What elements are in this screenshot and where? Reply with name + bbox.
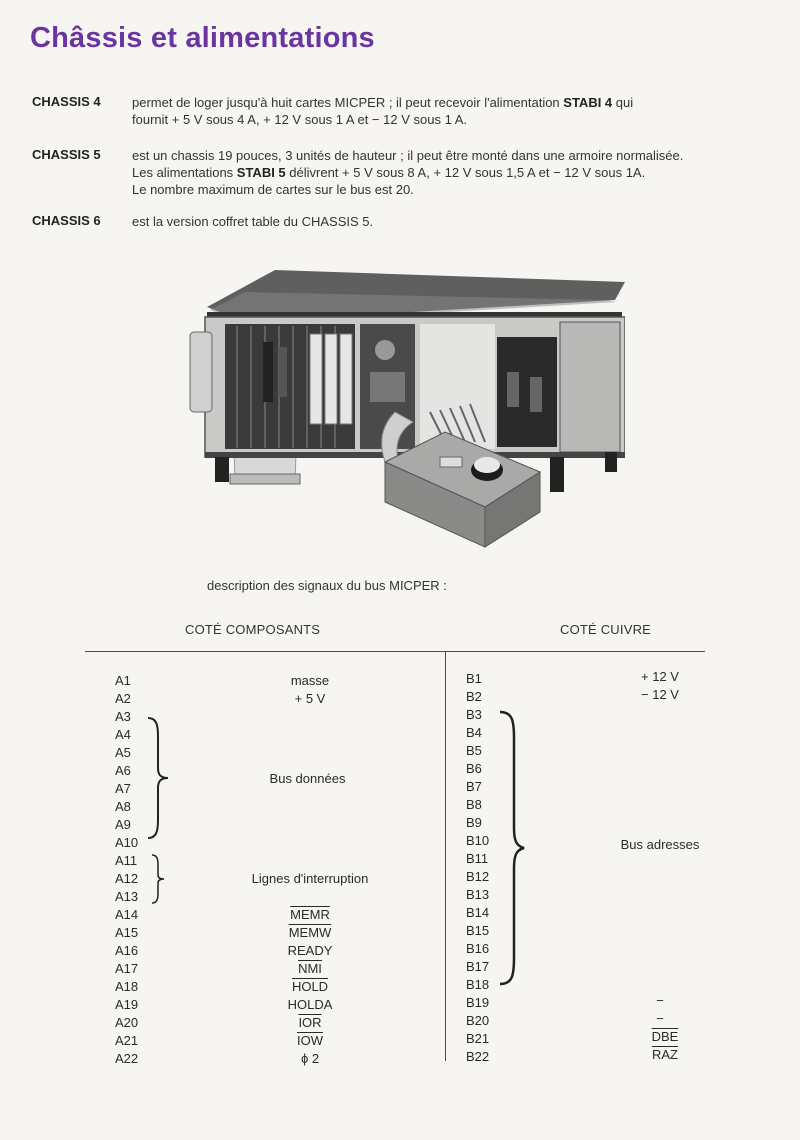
signal-hold: HOLD: [291, 979, 329, 994]
pin-label: A17: [115, 961, 139, 976]
table-divider-horizontal: [85, 651, 705, 652]
product-name: STABI 4: [563, 95, 613, 110]
pin-label: A15: [115, 925, 139, 940]
brace-bus-donnees: [146, 716, 170, 840]
pin-label: B10: [466, 833, 490, 848]
signal-b20: −: [656, 1011, 664, 1026]
signal-masse: masse: [290, 673, 330, 688]
signal-iow: $\overline{IOW}$: [297, 1033, 323, 1048]
signal-raz: $\overline{RAZ}$: [652, 1047, 678, 1062]
signal-ior: $\overline{IOR}$: [298, 1015, 322, 1030]
pin-label: B1: [466, 671, 482, 686]
desc-line: fournit + 5 V sous 4 A, + 12 V sous 1 A et − 12 V sous 1 A.: [132, 112, 467, 127]
pin-label: B19: [466, 995, 490, 1010]
pin-label: B9: [466, 815, 482, 830]
pin-label: B11: [466, 851, 489, 866]
signal-phi2: ϕ 2: [300, 1051, 320, 1066]
desc-text: délivrent + 5 V sous 8 A, + 12 V sous 1,5 A et − 12 V sous 1A.: [285, 165, 646, 180]
pin-label: B3: [466, 707, 482, 722]
pin-label: B15: [466, 923, 490, 938]
desc-line: est un chassis 19 pouces, 3 unités de hauteur ; il peut être monté dans une armoire normalisée.: [132, 148, 684, 163]
pin-label: A3: [115, 709, 131, 724]
desc-line: [132, 94, 752, 111]
desc-line: [132, 164, 752, 181]
pin-label: A18: [115, 979, 139, 994]
pin-label: A1: [115, 673, 131, 688]
signal-dbe: $\overline{DBE}$: [651, 1029, 679, 1044]
pin-label: A16: [115, 943, 139, 958]
pin-label: A7: [115, 781, 131, 796]
pin-label: A20: [115, 1015, 139, 1030]
entry-description: [132, 94, 752, 128]
pin-label: A13: [115, 889, 139, 904]
signal-lignes-interruption: Lignes d'interruption: [251, 871, 369, 886]
signal-plus-12v: + 12 V: [641, 669, 679, 684]
pin-label: A6: [115, 763, 131, 778]
pin-label: B22: [466, 1049, 490, 1064]
bus-caption: description des signaux du bus MICPER :: [207, 578, 447, 593]
signal-holda: HOLDA: [287, 997, 333, 1012]
pin-label: A11: [115, 853, 138, 868]
table-divider-vertical: [445, 651, 446, 1061]
entry-description: [132, 147, 752, 198]
pin-label: A21: [115, 1033, 139, 1048]
desc-text: permet de loger jusqu'à huit cartes MICPER ; il peut recevoir l'alimentation: [132, 95, 564, 110]
signal-bus-donnees: Bus données: [269, 771, 346, 786]
pin-label: A19: [115, 997, 139, 1012]
entry-label: CHASSIS 6: [32, 213, 101, 228]
pin-label: A9: [115, 817, 131, 832]
entry-label: CHASSIS 5: [32, 147, 101, 162]
pin-label: B18: [466, 977, 490, 992]
pin-label: B4: [466, 725, 482, 740]
pin-label: B6: [466, 761, 482, 776]
brace-bus-adresses: [498, 710, 526, 986]
pin-label: A8: [115, 799, 131, 814]
pin-label: B13: [466, 887, 490, 902]
desc-line: est la version coffret table du CHASSIS 5.: [132, 214, 374, 229]
pin-label: A22: [115, 1051, 139, 1066]
pin-label: A2: [115, 691, 131, 706]
product-name: STABI 5: [236, 165, 286, 180]
signal-minus-12v: − 12 V: [641, 687, 679, 702]
entry-label: CHASSIS 4: [32, 94, 101, 109]
pin-label: B8: [466, 797, 482, 812]
desc-line: Le nombre maximum de cartes sur le bus est 20.: [132, 182, 414, 197]
page-title: Châssis et alimentations: [30, 22, 375, 54]
column-header-composants: COTÉ COMPOSANTS: [185, 622, 321, 637]
pin-label: A5: [115, 745, 131, 760]
pin-label: A14: [115, 907, 139, 922]
pin-label: B2: [466, 689, 482, 704]
pin-label: B12: [466, 869, 490, 884]
pin-label: B14: [466, 905, 490, 920]
pin-label: B21: [466, 1031, 490, 1046]
brace-lignes-interruption: [150, 853, 166, 905]
entry-description: [132, 213, 752, 230]
signal-memw: MEMW: [288, 925, 332, 940]
pin-label: B5: [466, 743, 482, 758]
chassis-photo: [185, 262, 625, 552]
signal-ready: READY: [287, 943, 333, 958]
pin-label: B20: [466, 1013, 490, 1028]
signal-plus-5v: + 5 V: [294, 691, 326, 706]
signal-nmi: $\overline{NMI}$: [298, 961, 322, 976]
pin-label: B17: [466, 959, 490, 974]
pin-label: B16: [466, 941, 490, 956]
signal-b19: −: [656, 993, 664, 1008]
pin-label: A4: [115, 727, 131, 742]
desc-text: Les alimentations: [132, 165, 237, 180]
pin-label: A10: [115, 835, 139, 850]
pin-label: B7: [466, 779, 482, 794]
signal-memr: MEMR: [290, 907, 330, 922]
signal-bus-adresses: Bus adresses: [620, 837, 700, 852]
column-header-cuivre: COTÉ CUIVRE: [560, 622, 652, 637]
pin-label: A12: [115, 871, 139, 886]
desc-text: qui: [612, 95, 634, 110]
